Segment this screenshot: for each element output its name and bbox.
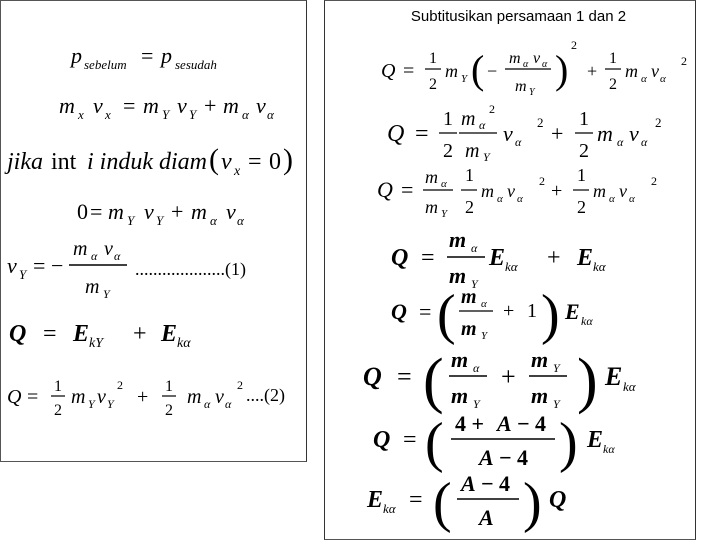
svg-text:1: 1 (443, 108, 453, 130)
svg-text:α: α (481, 298, 487, 310)
substitution-step-5 (391, 284, 593, 346)
svg-text:1: 1 (429, 50, 437, 67)
svg-text:2: 2 (539, 174, 545, 188)
svg-text:1: 1 (465, 165, 474, 185)
svg-text:m: m (481, 181, 494, 201)
svg-text:Y: Y (441, 208, 448, 220)
svg-text:m: m (59, 93, 75, 118)
svg-text:v: v (221, 149, 232, 175)
svg-text:m: m (85, 276, 100, 298)
svg-text:Y: Y (481, 330, 488, 342)
svg-text:Y: Y (189, 107, 197, 122)
svg-text:1: 1 (165, 378, 173, 395)
zero-momentum-eq (77, 199, 245, 228)
q-kinetic-expansion-eq (7, 378, 285, 419)
svg-text:α: α (114, 249, 121, 263)
svg-text:Y: Y (473, 397, 480, 411)
svg-text:α: α (641, 135, 648, 149)
substitution-step-4 (391, 227, 607, 291)
svg-text:+: + (503, 300, 515, 322)
svg-text:=: = (90, 199, 103, 224)
svg-text:m: m (465, 140, 480, 162)
svg-text:E: E (565, 299, 580, 324)
svg-text:+: + (551, 180, 563, 202)
svg-text:kα: kα (593, 259, 606, 274)
svg-text:m: m (425, 197, 438, 217)
substitution-step-7 (373, 411, 615, 474)
svg-text:Y: Y (19, 267, 27, 282)
initial-condition-eq (4, 143, 293, 179)
svg-text:Y: Y (107, 397, 114, 411)
svg-text:m: m (461, 318, 477, 340)
svg-text:1: 1 (577, 165, 586, 185)
svg-text:=: = (43, 321, 57, 347)
svg-text:E: E (489, 245, 506, 271)
svg-text:m: m (449, 263, 467, 288)
svg-text:m: m (451, 383, 469, 408)
svg-text:2: 2 (54, 402, 62, 419)
svg-text:m: m (73, 238, 88, 260)
svg-text:α: α (542, 59, 548, 70)
svg-text:=: = (409, 487, 423, 513)
right-equations-svg (325, 1, 697, 541)
svg-text:m: m (143, 93, 159, 118)
svg-text:E: E (73, 321, 90, 347)
svg-text:kα: kα (623, 379, 636, 394)
svg-text:int: int (51, 149, 77, 175)
svg-text:2: 2 (609, 76, 617, 93)
svg-text:2: 2 (655, 115, 662, 130)
svg-text:+: + (204, 93, 217, 118)
svg-text:): ) (541, 284, 560, 346)
svg-text:m: m (531, 347, 549, 372)
svg-text:α: α (479, 118, 486, 132)
svg-text:kY: kY (89, 336, 103, 351)
svg-text:m: m (593, 181, 606, 201)
svg-text:2: 2 (237, 378, 243, 392)
svg-text:m: m (445, 61, 458, 81)
svg-text:E: E (577, 245, 594, 271)
substitution-step-2 (387, 102, 662, 164)
svg-text:4 +: 4 + (455, 411, 485, 436)
substitution-step-1 (381, 38, 687, 98)
eq2-tag: ....(2) (246, 385, 285, 405)
svg-text:m: m (187, 386, 202, 408)
svg-text:2: 2 (571, 38, 577, 52)
svg-text:− 4: − 4 (517, 411, 547, 436)
svg-text:α: α (237, 213, 244, 228)
svg-text:2: 2 (465, 197, 474, 217)
svg-text:2: 2 (537, 115, 544, 130)
svg-text:2: 2 (117, 378, 123, 392)
left-equation-panel (0, 0, 307, 462)
svg-text:): ) (523, 472, 542, 534)
svg-text:kα: kα (603, 442, 615, 456)
svg-text:v: v (503, 121, 513, 146)
svg-text:α: α (609, 193, 615, 205)
svg-text:v: v (215, 386, 224, 408)
substitution-step-3 (377, 165, 657, 220)
svg-text:Q: Q (549, 487, 567, 513)
svg-text:v: v (629, 121, 639, 146)
svg-text:+: + (133, 321, 147, 347)
svg-text:α: α (517, 193, 523, 205)
svg-text:(: ( (425, 412, 444, 474)
svg-text:jika: jika (7, 149, 43, 175)
svg-text:α: α (242, 107, 249, 122)
svg-text:1: 1 (54, 378, 62, 395)
svg-text:): ) (283, 143, 293, 176)
svg-text:sebelum: sebelum (84, 57, 127, 72)
svg-text:=: = (33, 253, 46, 278)
svg-text:2: 2 (579, 140, 589, 162)
svg-text:2: 2 (165, 402, 173, 419)
svg-text:sesudah: sesudah (175, 57, 217, 72)
svg-text:− 4: − 4 (499, 445, 529, 470)
substitution-caption: Subtitusikan persamaan 1 dan 2 (376, 4, 661, 30)
svg-text:Q: Q (391, 299, 407, 324)
svg-text:=: = (403, 60, 415, 82)
svg-text:m: m (449, 227, 467, 252)
svg-text:kα: kα (505, 259, 518, 274)
right-equation-panel (324, 0, 696, 540)
svg-text:0: 0 (269, 149, 281, 175)
svg-text:=: = (401, 177, 414, 202)
svg-text:Q: Q (373, 427, 391, 453)
svg-text:Y: Y (127, 213, 135, 228)
svg-text:A: A (479, 445, 494, 470)
q-energy-sum-eq (9, 321, 191, 351)
svg-text:=: = (248, 149, 262, 175)
svg-text:(: ( (433, 472, 452, 534)
svg-text:2: 2 (681, 54, 687, 68)
svg-text:=: = (403, 427, 417, 453)
svg-text:m: m (625, 61, 638, 81)
svg-text:m: m (531, 383, 549, 408)
svg-text:Y: Y (471, 277, 478, 291)
svg-text:x: x (234, 164, 241, 179)
svg-text:v: v (619, 181, 627, 201)
svg-text:Y: Y (461, 73, 468, 85)
svg-text:Q: Q (9, 321, 27, 347)
svg-text:m: m (515, 78, 527, 95)
svg-text:(: ( (423, 347, 444, 415)
svg-text:Q: Q (363, 362, 382, 391)
svg-text:v: v (651, 61, 659, 81)
svg-text:+: + (137, 386, 149, 408)
svg-text:=: = (123, 93, 136, 118)
svg-text:α: α (660, 73, 666, 85)
svg-text:Y: Y (553, 361, 560, 375)
svg-text:Y: Y (156, 213, 164, 228)
svg-text:2: 2 (429, 76, 437, 93)
final-result-eq (366, 471, 566, 534)
svg-text:α: α (473, 361, 480, 375)
svg-text:α: α (515, 135, 522, 149)
svg-text:kα: kα (383, 501, 396, 516)
svg-text:=: = (141, 43, 154, 68)
svg-text:A: A (497, 411, 512, 436)
svg-text:m: m (191, 199, 207, 224)
svg-text:=: = (421, 245, 435, 271)
svg-text:+: + (551, 121, 564, 146)
momentum-components-eq (59, 93, 275, 122)
svg-text:v: v (256, 93, 266, 118)
svg-text:2: 2 (577, 197, 586, 217)
svg-text:m: m (71, 386, 86, 408)
svg-text:m: m (425, 167, 438, 187)
svg-text:m: m (509, 50, 521, 67)
svg-text:α: α (497, 193, 503, 205)
svg-text:x: x (105, 107, 111, 122)
left-equations-svg (1, 1, 308, 463)
svg-text:(: ( (209, 143, 219, 176)
velocity-y-eq (7, 238, 246, 301)
svg-text:Q: Q (387, 121, 405, 147)
svg-text:1: 1 (579, 108, 589, 130)
svg-text:α: α (629, 193, 635, 205)
svg-text:2: 2 (651, 174, 657, 188)
svg-text:kα: kα (177, 336, 191, 351)
svg-text:=: = (27, 386, 39, 408)
svg-text:(: ( (471, 47, 485, 92)
svg-text:Y: Y (103, 287, 110, 301)
svg-text:i induk diam: i induk diam (87, 149, 207, 175)
svg-text:+: + (587, 61, 598, 81)
svg-text:v: v (97, 386, 106, 408)
svg-text:m: m (461, 286, 477, 308)
svg-text:v: v (533, 50, 541, 67)
svg-text:p: p (71, 43, 82, 68)
svg-text:): ) (559, 412, 578, 474)
svg-text:α: α (210, 213, 217, 228)
svg-text:2: 2 (443, 140, 453, 162)
svg-text:A: A (479, 505, 494, 530)
svg-text:m: m (451, 347, 469, 372)
svg-text:α: α (617, 135, 624, 149)
svg-text:v: v (507, 181, 515, 201)
svg-text:+: + (547, 245, 561, 271)
svg-text:=: = (419, 299, 432, 324)
svg-text:Y: Y (88, 397, 95, 411)
svg-text:E: E (161, 321, 178, 347)
svg-text:m: m (461, 108, 476, 130)
svg-text:x: x (78, 107, 84, 122)
svg-text:−: − (51, 253, 64, 278)
svg-text:v: v (177, 93, 187, 118)
svg-text:kα: kα (581, 314, 593, 328)
svg-text:m: m (597, 121, 613, 146)
svg-text:Y: Y (529, 87, 535, 98)
svg-text:=: = (397, 362, 412, 391)
svg-text:α: α (471, 241, 478, 255)
svg-text:Q: Q (381, 60, 396, 82)
svg-text:Q: Q (391, 245, 409, 271)
svg-text:E: E (587, 427, 604, 453)
svg-text:−: − (487, 61, 498, 81)
svg-text:v: v (226, 199, 236, 224)
svg-text:α: α (641, 73, 647, 85)
svg-text:Q: Q (377, 177, 393, 202)
svg-text:Q: Q (7, 386, 22, 408)
svg-text:A: A (461, 471, 476, 496)
zero-text: 0 (77, 199, 88, 224)
svg-text:E: E (605, 362, 623, 391)
svg-text:m: m (223, 93, 239, 118)
svg-text:α: α (225, 397, 232, 411)
svg-text:Y: Y (483, 150, 490, 164)
eq1-tag: ....................(1) (135, 259, 246, 279)
svg-text:m: m (108, 199, 124, 224)
svg-text:α: α (441, 178, 447, 190)
substitution-step-6 (363, 347, 637, 415)
svg-text:Y: Y (162, 107, 170, 122)
svg-text:− 4: − 4 (481, 471, 511, 496)
svg-text:v: v (93, 93, 103, 118)
svg-text:Y: Y (553, 397, 560, 411)
one-text: 1 (527, 300, 537, 322)
svg-text:+: + (501, 362, 516, 391)
svg-text:E: E (367, 487, 384, 513)
svg-text:): ) (555, 47, 569, 92)
svg-text:=: = (415, 121, 429, 147)
svg-text:(: ( (437, 284, 456, 346)
svg-text:v: v (7, 253, 17, 278)
svg-text:2: 2 (489, 102, 495, 116)
svg-text:1: 1 (609, 50, 617, 67)
svg-text:α: α (523, 59, 529, 70)
svg-text:p: p (161, 43, 172, 68)
svg-text:+: + (171, 199, 184, 224)
svg-text:v: v (104, 238, 113, 260)
svg-text:): ) (577, 347, 598, 415)
svg-text:α: α (91, 249, 98, 263)
svg-text:α: α (267, 107, 274, 122)
svg-text:α: α (204, 397, 211, 411)
svg-text:v: v (144, 199, 154, 224)
momentum-conservation-eq (69, 43, 217, 72)
